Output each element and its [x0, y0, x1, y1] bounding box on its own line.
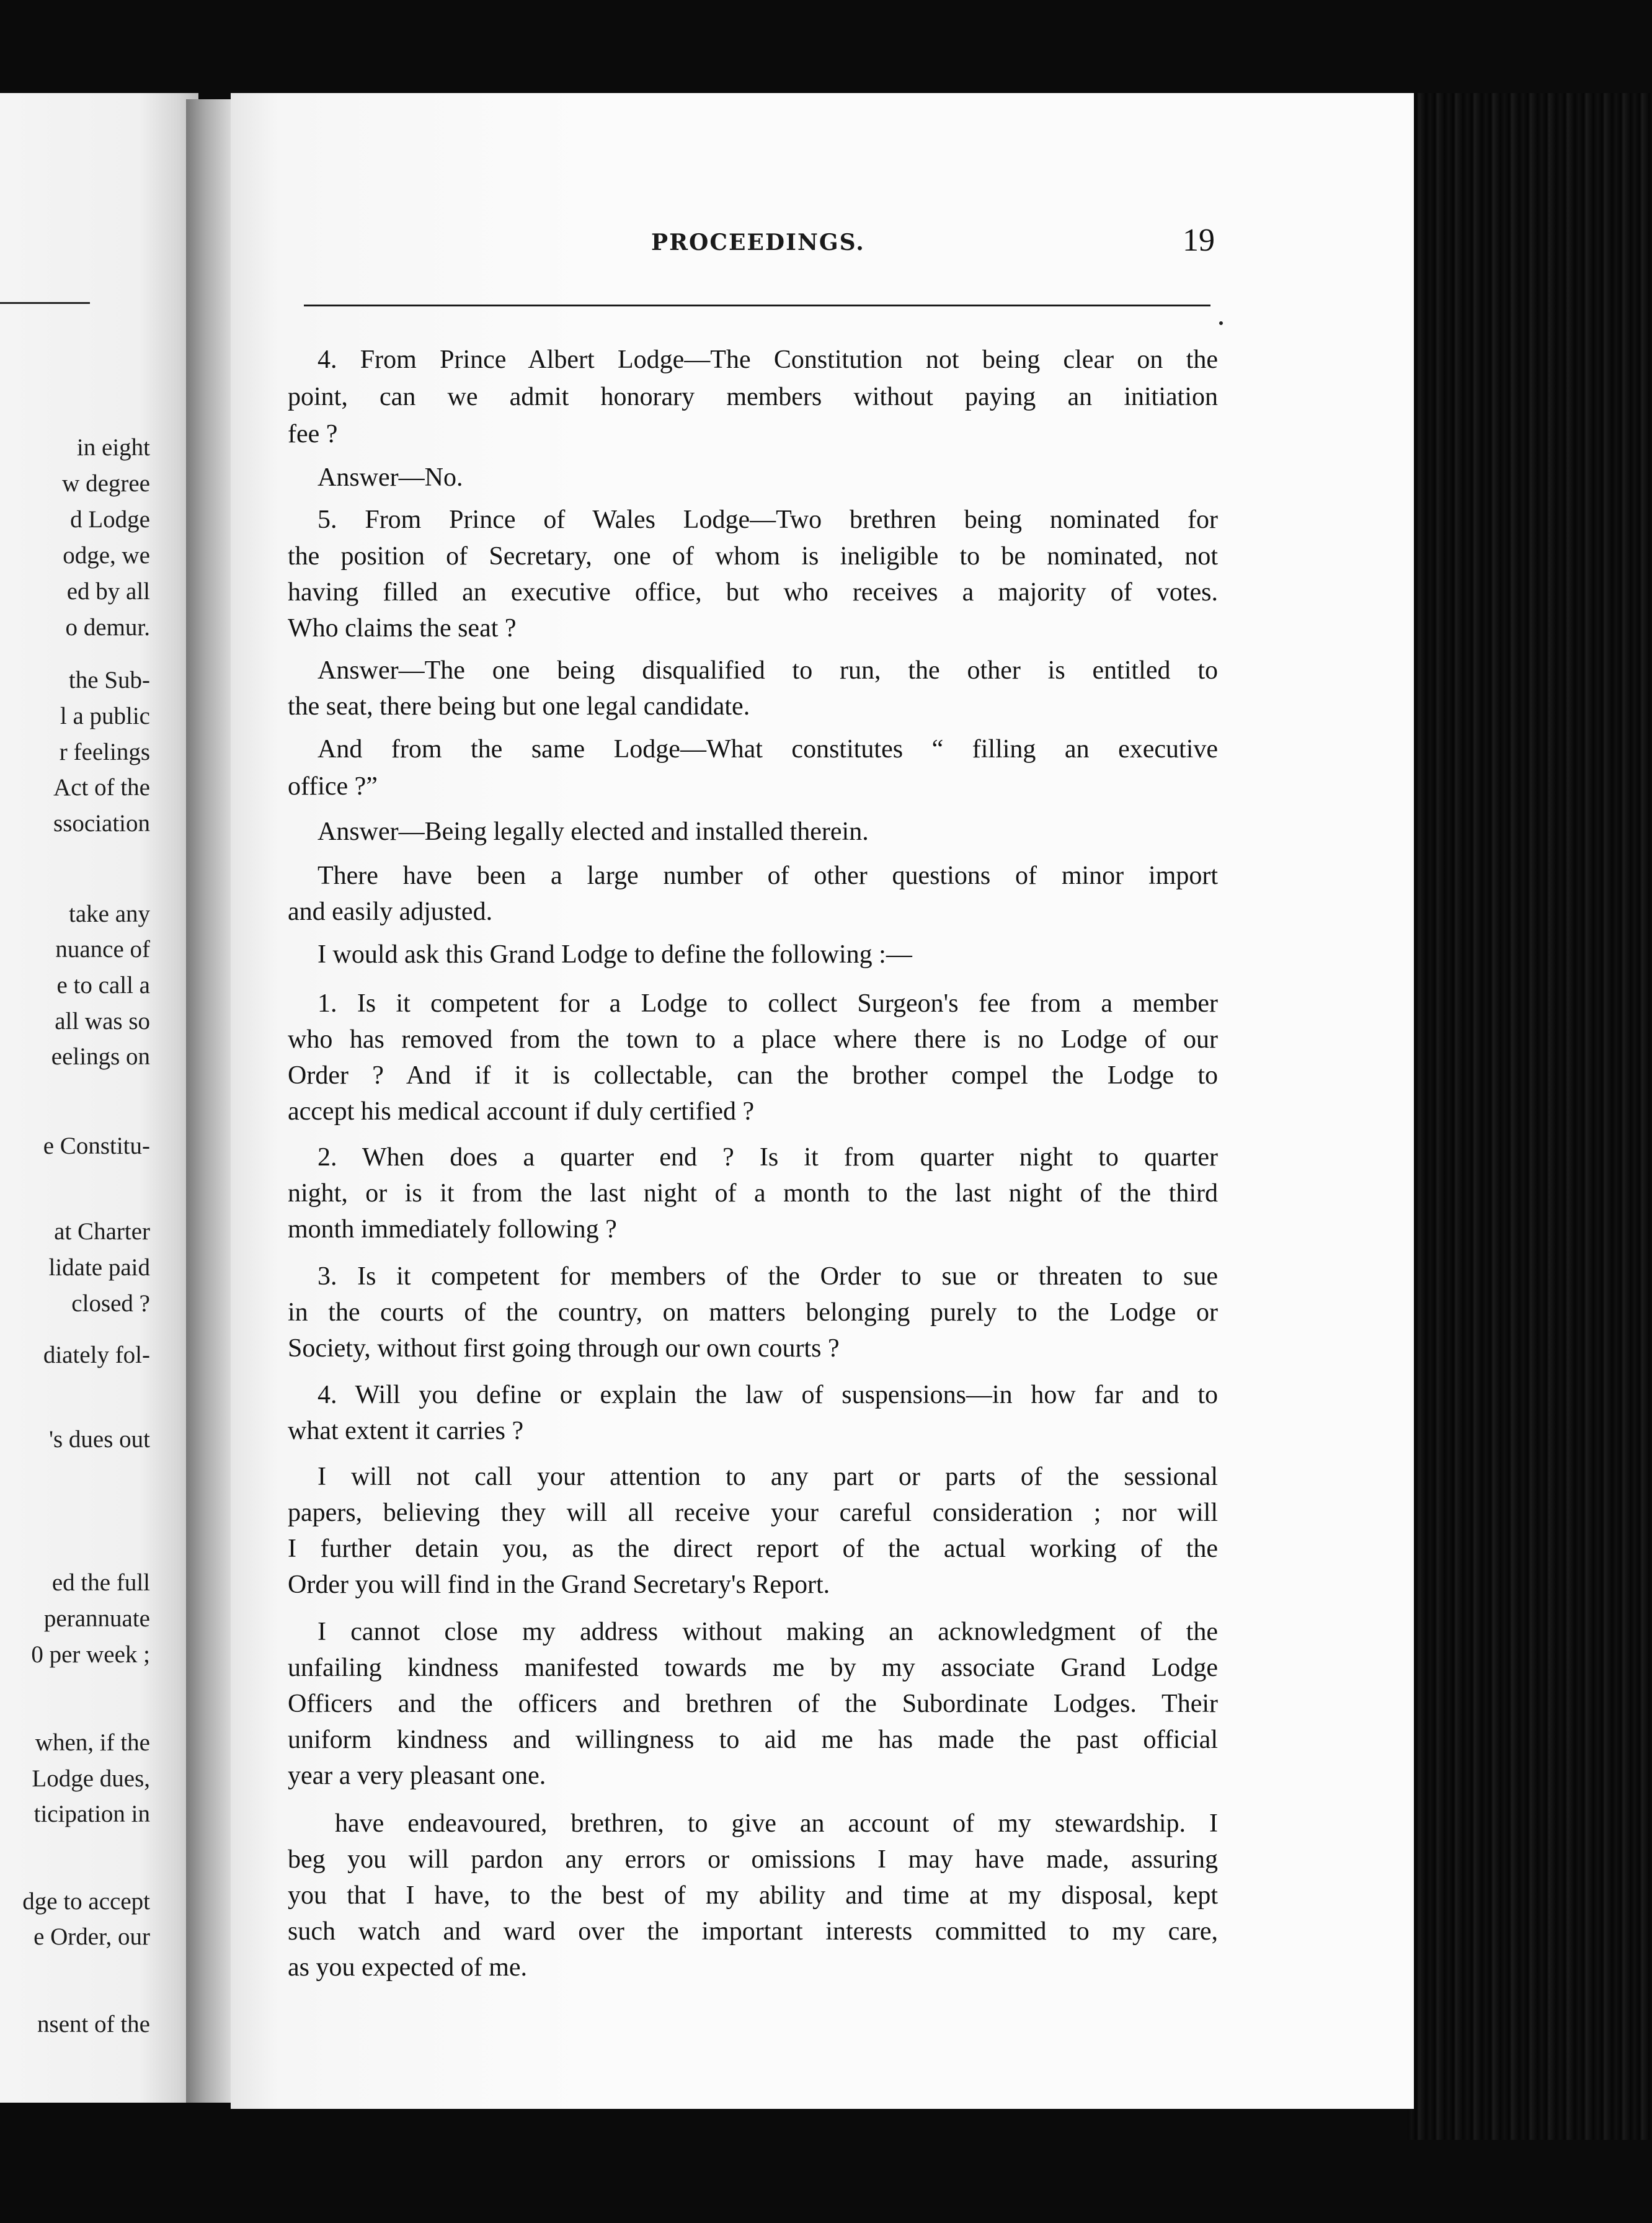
facing-page-line: 0 per week ; [31, 1641, 150, 1668]
body-line: who has removed from the town to a place where there is no Lodge of our [288, 1025, 1218, 1054]
facing-page-line: ssociation [53, 810, 150, 837]
header-rule [304, 305, 1210, 306]
body-line: Answer—The one being disqualified to run, the other is entitled to [318, 656, 1218, 685]
body-line: I will not call your attention to any part or parts of the sessional [318, 1463, 1218, 1491]
body-line: And from the same Lodge—What constitutes “ filling an executive [318, 735, 1218, 764]
body-line: papers, believing they will all receive your careful consideration ; nor will [288, 1499, 1218, 1527]
body-line: and easily adjusted. [288, 898, 493, 926]
facing-page-line: closed ? [71, 1290, 150, 1317]
book-edge [1408, 93, 1652, 2140]
body-line: unfailing kindness manifested towards me by my associate Grand Lodge [288, 1654, 1218, 1682]
facing-page-line: e Order, our [33, 1923, 150, 1950]
body-line: such watch and ward over the important interests committed to my care, [288, 1917, 1218, 1946]
facing-page-line: diately fol- [43, 1342, 150, 1368]
facing-page-line: Act of the [53, 774, 150, 801]
facing-page-line: nuance of [55, 936, 150, 963]
body-line: in the courts of the country, on matters belonging purely to the Lodge or [288, 1298, 1218, 1327]
facing-page-line: 's dues out [48, 1426, 150, 1453]
body-line: night, or is it from the last night of a month to the last night of the third [288, 1179, 1218, 1208]
facing-page-line: odge, we [63, 542, 150, 569]
body-line: Who claims the seat ? [288, 614, 517, 643]
body-line: year a very pleasant one. [288, 1762, 546, 1790]
body-line: accept his medical account if duly certified ? [288, 1097, 755, 1126]
body-line: having filled an executive office, but who receives a majority of votes. [288, 578, 1218, 607]
facing-page-line: r feelings [59, 739, 150, 765]
body-line: I would ask this Grand Lodge to define the following :— [318, 940, 912, 969]
body-line: beg you will pardon any errors or omissions I may have made, assuring [288, 1845, 1218, 1874]
body-line: month immediately following ? [288, 1215, 617, 1244]
facing-page-line: d Lodge [70, 506, 150, 533]
facing-page-line: ed by all [66, 578, 150, 605]
body-line: you that I have, to the best of my ability and time at my disposal, kept [288, 1881, 1218, 1910]
body-line: office ?” [288, 772, 378, 801]
facing-page-line: o demur. [65, 614, 150, 641]
body-line: There have been a large number of other questions of minor import [318, 862, 1218, 890]
facing-page-line: l a public [60, 703, 150, 729]
body-line: Officers and the officers and brethren of the Subordinate Lodges. Their [288, 1690, 1218, 1718]
body-line: Answer—No. [318, 463, 463, 492]
running-head: PROCEEDINGS. [651, 229, 865, 256]
body-line: the seat, there being but one legal candidate. [288, 692, 750, 721]
facing-page-line: when, if the [35, 1729, 150, 1756]
body-line: 2. When does a quarter end ? Is it from quarter night to quarter [318, 1143, 1218, 1172]
body-line: 5. From Prince of Wales Lodge—Two brethren being nominated for [318, 506, 1218, 534]
facing-page-line: all was so [55, 1008, 150, 1035]
facing-page-line: lidate paid [48, 1254, 150, 1281]
body-line: Answer—Being legally elected and installed therein. [318, 817, 869, 846]
body-line: as you expected of me. [288, 1953, 528, 1982]
facing-page [0, 93, 198, 2103]
body-line: 4. Will you define or explain the law of suspensions—in how far and to [318, 1381, 1218, 1409]
body-line: fee ? [288, 420, 338, 448]
facing-page-line: ticipation in [33, 1801, 150, 1827]
facing-page-rule [0, 302, 90, 304]
facing-page-line: w degree [62, 470, 150, 497]
body-line: have endeavoured, brethren, to give an account of my stewardship. I [335, 1809, 1218, 1838]
facing-page-line: dge to accept [22, 1888, 150, 1915]
body-line: I further detain you, as the direct report of the actual working of the [288, 1535, 1218, 1563]
body-line: Order ? And if it is collectable, can the brother compel the Lodge to [288, 1061, 1218, 1090]
body-line: point, can we admit honorary members without paying an initiation [288, 383, 1218, 411]
facing-page-line: at Charter [54, 1218, 150, 1245]
facing-page-line: in eight [76, 434, 150, 461]
body-line: the position of Secretary, one of whom is ineligible to be nominated, not [288, 542, 1218, 571]
body-line: what extent it carries ? [288, 1417, 524, 1445]
facing-page-line: take any [68, 901, 150, 927]
speck [1219, 321, 1223, 325]
facing-page-line: perannuate [43, 1605, 150, 1632]
body-line: 3. Is it competent for members of the Order to sue or threaten to sue [318, 1262, 1218, 1291]
body-line: uniform kindness and willingness to aid me has made the past official [288, 1726, 1218, 1754]
facing-page-line: eelings on [51, 1043, 150, 1070]
facing-page-line: e Constitu- [43, 1133, 150, 1159]
facing-page-line: the Sub- [68, 667, 150, 693]
facing-page-line: nsent of the [37, 2011, 150, 2038]
facing-page-line: e to call a [56, 972, 150, 999]
body-line: 4. From Prince Albert Lodge—The Constitution not being clear on the [318, 345, 1218, 374]
page-number: 19 [1183, 223, 1215, 258]
body-line: I cannot close my address without making an acknowledgment of the [318, 1618, 1218, 1646]
body-line: 1. Is it competent for a Lodge to collect Surgeon's fee from a member [318, 989, 1218, 1018]
body-line: Society, without first going through our own courts ? [288, 1334, 840, 1363]
facing-page-line: ed the full [51, 1569, 150, 1596]
body-line: Order you will find in the Grand Secretary's Report. [288, 1570, 830, 1599]
facing-page-line: Lodge dues, [32, 1765, 150, 1792]
